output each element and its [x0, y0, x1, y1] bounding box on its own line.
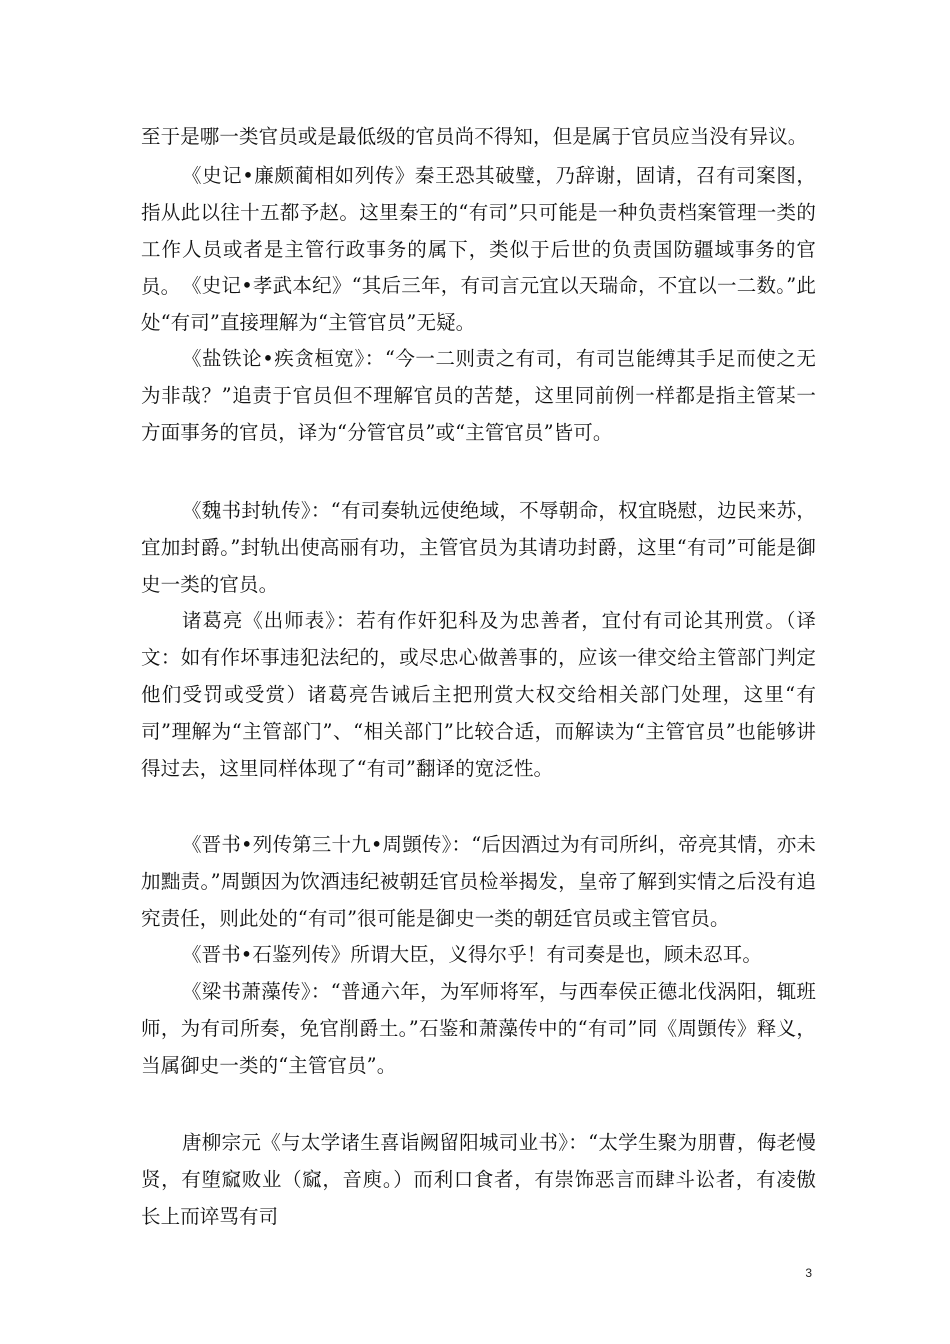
paragraph-9: 《梁书萧藻传》：“普通六年，为军师将军，与西奉侯正德北伐涡阳，辄班师，为有司所奏，免官削爵土。”石鉴和萧藻传中的“有司”同《周顗传》释义，当属御史一类的“主管官员”。	[141, 980, 816, 1077]
paragraph-3: 《史记•孝武本纪》“其后三年，有司言元宜以天瑞命，不宜以一二数。”此处“有司”直接理解为“主管官员”无疑。	[141, 274, 816, 334]
paragraph-1: 至于是哪一类官员或是最低级的官员尚不得知，但是属于官员应当没有异议。	[141, 125, 808, 148]
paragraph-8: 《晋书•石鉴列传》所谓大臣，义得尔乎！有司奏是也，顾未忍耳。	[182, 943, 763, 966]
paragraph-10: 唐柳宗元《与太学诸生喜诣阙留阳城司业书》：“太学生聚为朋曹，侮老慢贤，有堕窳败业（窳，音庾。）而利口食者，有崇饰恶言而肆斗讼者，有凌傲长上而谇骂有司	[141, 1131, 816, 1228]
paragraph-7: 《晋书•列传第三十九•周顗传》：“后因酒过为有司所纠，帝亮其情，亦未加黜责。”周顗因为饮酒违纪被朝廷官员检举揭发，皇帝了解到实情之后没有追究责任，则此处的“有司”很可能是御史一类的朝廷官员或主管官员。	[141, 833, 816, 930]
paragraph-4: 《盐铁论•疾贪桓宽》：“今一二则责之有司，有司岂能缚其手足而使之无为非哉？”追责于官员但不理解官员的苦楚，这里同前例一样都是指主管某一方面事务的官员，译为“分管官员”或“主管官员”皆可。	[141, 347, 816, 444]
page-number: 3	[805, 1266, 812, 1280]
paragraph-6: 诸葛亮《出师表》：若有作奸犯科及为忠善者，宜付有司论其刑赏。（译文：如有作坏事违犯法纪的，或尽忠心做善事的，应该一律交给主管部门判定他们受罚或受赏）诸葛亮告诫后主把刑赏大权交给相关部门处理，这里“有司”理解为“主管部门”、“相关部门”比较合适，而解读为“主管官员”也能够讲得过去，这里同样体现了“有司”翻译的宽泛性。	[141, 609, 816, 780]
paragraph-2: 《史记•廉颇蔺相如列传》秦王恐其破璧，乃辞谢，固请，召有司案图，指从此以往十五都予赵。这里秦王的“有司”只可能是一种负责档案管理一类的工作人员或者是主管行政事务的属下，类似于后世的负责国防疆域事务的官员。	[141, 164, 816, 298]
paragraph-5: 《魏书封轨传》：“有司奏轨远使绝域，不辱朝命，权宜晓慰，边民来苏，宜加封爵。”封轨出使高丽有功，主管官员为其请功封爵，这里“有司”可能是御史一类的官员。	[141, 499, 816, 596]
